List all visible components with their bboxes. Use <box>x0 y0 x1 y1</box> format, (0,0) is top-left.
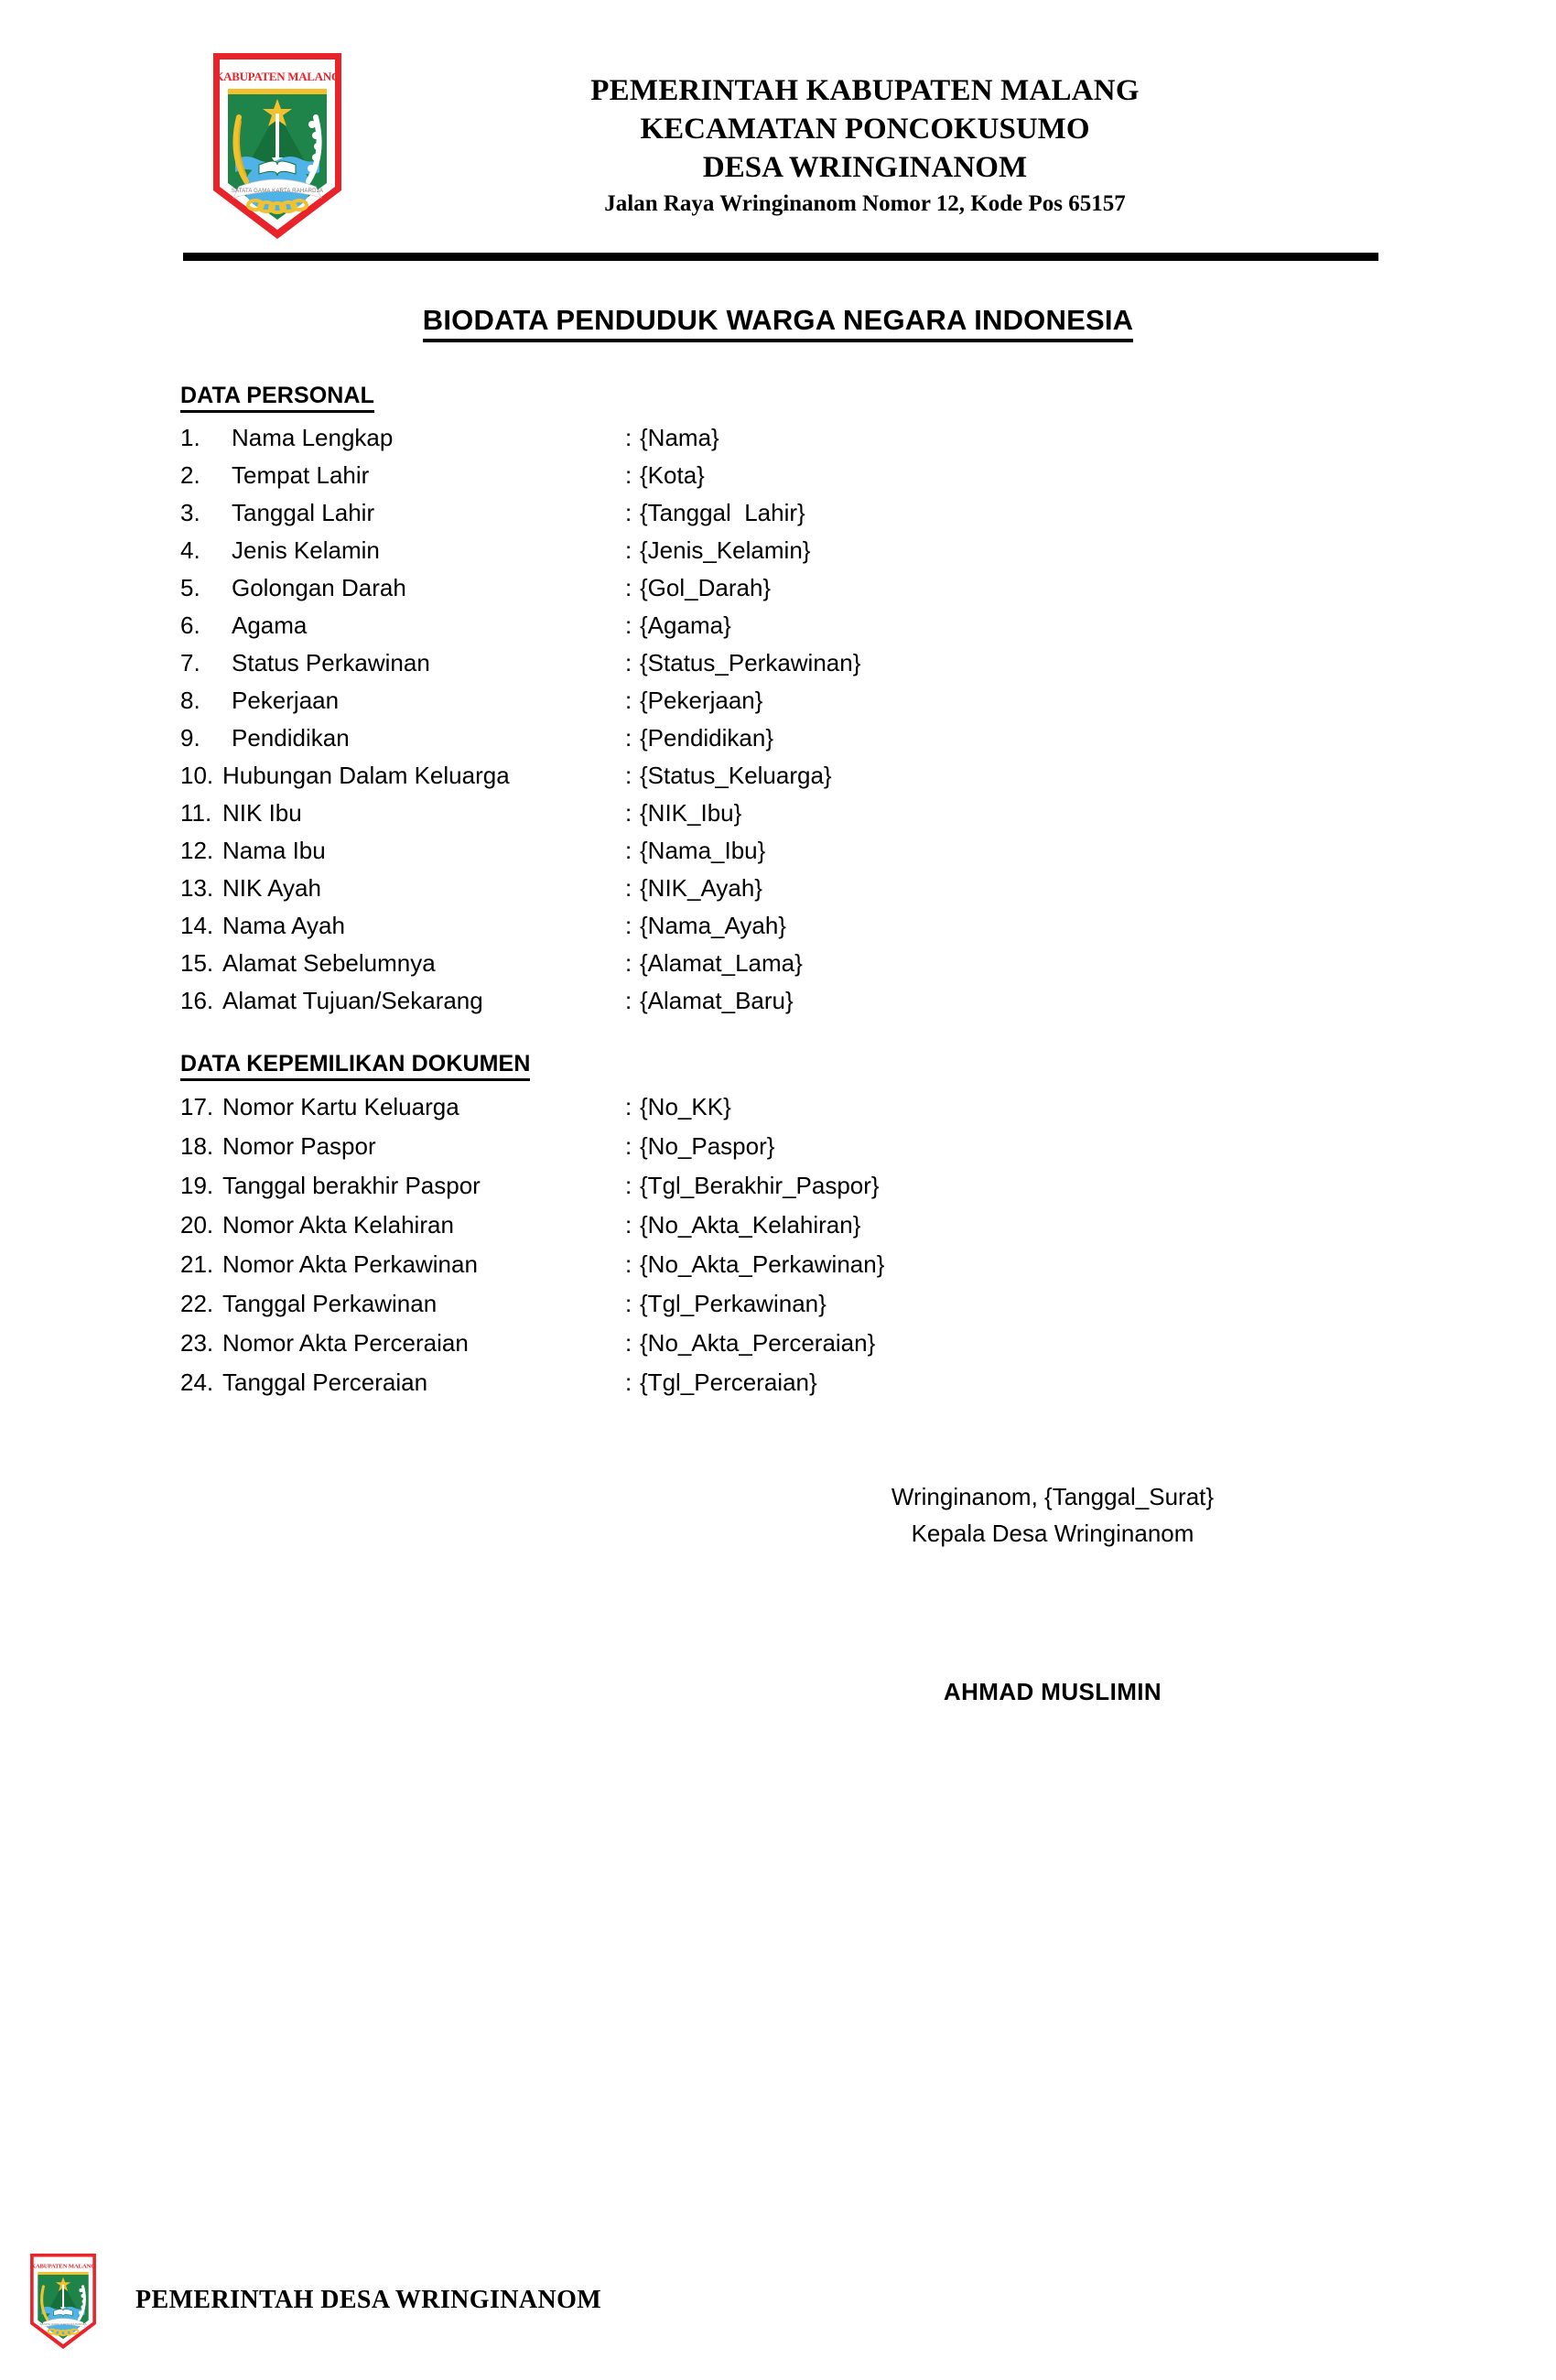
field-row <box>180 1245 1279 1284</box>
section-heading-personal-text: DATA PERSONAL <box>180 383 374 413</box>
field-row <box>180 419 1279 457</box>
field-value: {Gol_Darah} <box>640 574 772 601</box>
field-separator: : <box>625 987 632 1014</box>
field-separator: : <box>625 1093 632 1120</box>
field-separator: : <box>625 649 632 676</box>
field-number: 7. <box>180 649 200 676</box>
field-value: {Status_Perkawinan} <box>640 649 861 676</box>
section-heading-dokumen <box>180 1051 530 1077</box>
field-row <box>180 907 1279 945</box>
field-separator: : <box>625 1329 632 1357</box>
field-label: Tanggal Perceraian <box>222 1368 428 1396</box>
page-footer <box>0 2234 1556 2380</box>
field-separator: : <box>625 424 632 451</box>
field-label: Tanggal Lahir <box>232 499 375 526</box>
field-label: Nomor Kartu Keluarga <box>222 1093 459 1120</box>
field-value: {No_Akta_Perceraian} <box>640 1329 876 1357</box>
field-value: {Pendidikan} <box>640 724 774 752</box>
kabupaten-malang-crest-icon <box>208 48 347 244</box>
field-number: 23. <box>180 1329 214 1357</box>
field-label: Pendidikan <box>232 724 350 752</box>
field-value: {Kota} <box>640 461 705 489</box>
field-row <box>180 457 1279 494</box>
field-separator: : <box>625 611 632 639</box>
svg-text:SATATA GAMA KARTA RAHARDJA: SATATA GAMA KARTA RAHARDJA <box>39 2321 87 2326</box>
signature-position: Kepala Desa Wringinanom <box>911 1520 1194 1547</box>
field-label: Pekerjaan <box>232 687 340 714</box>
field-row <box>180 1324 1279 1363</box>
field-number: 19. <box>180 1172 214 1199</box>
field-value: {No_Akta_Kelahiran} <box>640 1211 861 1239</box>
field-number: 20. <box>180 1211 214 1239</box>
letterhead-divider <box>183 253 1378 261</box>
field-separator: : <box>625 762 632 789</box>
field-label: NIK Ibu <box>222 799 302 827</box>
signature-name: AHMAD MUSLIMIN <box>943 1678 1162 1705</box>
field-value: {Nama_Ibu} <box>640 837 766 864</box>
field-label: Nama Lengkap <box>232 424 394 451</box>
field-number: 10. <box>180 762 214 789</box>
field-row <box>180 1284 1279 1324</box>
field-label: Alamat Sebelumnya <box>222 949 436 977</box>
page-title <box>0 304 1556 337</box>
field-number: 15. <box>180 949 214 977</box>
field-number: 22. <box>180 1290 214 1317</box>
field-value: {Tgl_Perceraian} <box>640 1368 817 1396</box>
field-value: {Tgl_Berakhir_Paspor} <box>640 1172 880 1199</box>
field-number: 17. <box>180 1093 214 1120</box>
field-separator: : <box>625 1132 632 1160</box>
field-label: Tanggal berakhir Paspor <box>222 1172 481 1199</box>
field-number: 2. <box>180 461 200 489</box>
field-number: 12. <box>180 837 214 864</box>
field-value: {No_Paspor} <box>640 1132 775 1160</box>
field-number: 3. <box>180 499 200 526</box>
footer-text: PEMERINTAH DESA WRINGINANOM <box>135 2286 602 2314</box>
field-value: {Tgl_Perkawinan} <box>640 1290 827 1317</box>
field-separator: : <box>625 724 632 752</box>
field-label: Alamat Tujuan/Sekarang <box>222 987 483 1014</box>
field-row <box>180 719 1279 757</box>
field-row <box>180 1127 1279 1166</box>
field-separator: : <box>625 536 632 564</box>
svg-text:SATATA GAMA KARTA RAHARDJA: SATATA GAMA KARTA RAHARDJA <box>231 189 324 194</box>
field-row <box>180 494 1279 532</box>
field-label: Tanggal Perkawinan <box>222 1290 438 1317</box>
field-label: NIK Ayah <box>222 874 321 902</box>
field-row <box>180 644 1279 682</box>
field-number: 13. <box>180 874 214 902</box>
field-row <box>180 1166 1279 1206</box>
field-number: 9. <box>180 724 200 752</box>
field-value: {NIK_Ayah} <box>640 874 762 902</box>
field-value: {No_KK} <box>640 1093 731 1120</box>
field-number: 5. <box>180 574 200 601</box>
field-value: {Nama_Ayah} <box>640 912 786 939</box>
field-separator: : <box>625 1368 632 1396</box>
field-value: {Alamat_Baru} <box>640 987 794 1014</box>
letterhead-line-1: PEMERINTAH KABUPATEN MALANG <box>590 74 1140 107</box>
field-label: Nama Ayah <box>222 912 345 939</box>
field-separator: : <box>625 461 632 489</box>
field-separator: : <box>625 837 632 864</box>
field-separator: : <box>625 1211 632 1239</box>
field-separator: : <box>625 1290 632 1317</box>
field-separator: : <box>625 799 632 827</box>
field-number: 21. <box>180 1250 214 1278</box>
field-list-dokumen <box>180 1087 1279 1402</box>
letterhead-line-2: KECAMATAN PONCOKUSUMO <box>640 113 1090 146</box>
section-heading-dokumen-text: DATA KEPEMILIKAN DOKUMEN <box>180 1051 530 1081</box>
field-row <box>180 832 1279 870</box>
field-row <box>180 1087 1279 1127</box>
field-row <box>180 870 1279 907</box>
field-label: Golongan Darah <box>232 574 406 601</box>
field-value: {NIK_Ibu} <box>640 799 742 827</box>
letterhead <box>0 0 1556 247</box>
signature-block <box>805 1478 1300 1552</box>
field-row <box>180 945 1279 982</box>
field-value: {Status_Keluarga} <box>640 762 832 789</box>
field-label: Nomor Akta Perceraian <box>222 1329 469 1357</box>
field-number: 1. <box>180 424 200 451</box>
page-title-text: BIODATA PENDUDUK WARGA NEGARA INDONESIA <box>423 304 1134 342</box>
field-separator: : <box>625 874 632 902</box>
field-value: {Jenis_Kelamin} <box>640 536 811 564</box>
field-row <box>180 569 1279 607</box>
field-row <box>180 1206 1279 1245</box>
field-number: 11. <box>180 799 212 827</box>
field-row <box>180 757 1279 795</box>
section-heading-personal <box>180 383 374 409</box>
field-row <box>180 682 1279 719</box>
field-number: 24. <box>180 1368 214 1396</box>
letterhead-line-3: DESA WRINGINANOM <box>702 151 1028 184</box>
field-label: Nama Ibu <box>222 837 326 864</box>
svg-text:KABUPATEN MALANG: KABUPATEN MALANG <box>214 70 340 83</box>
field-separator: : <box>625 574 632 601</box>
field-number: 16. <box>180 987 214 1014</box>
field-separator: : <box>625 687 632 714</box>
field-number: 6. <box>180 611 200 639</box>
field-separator: : <box>625 1172 632 1199</box>
field-row <box>180 982 1279 1020</box>
field-label: Nomor Paspor <box>222 1132 376 1160</box>
field-label: Hubungan Dalam Keluarga <box>222 762 510 789</box>
field-number: 14. <box>180 912 214 939</box>
field-row <box>180 1363 1279 1402</box>
field-number: 18. <box>180 1132 214 1160</box>
field-label: Jenis Kelamin <box>232 536 380 564</box>
kabupaten-malang-crest-icon <box>27 2250 99 2353</box>
field-row <box>180 607 1279 644</box>
field-separator: : <box>625 499 632 526</box>
field-label: Nomor Akta Kelahiran <box>222 1211 454 1239</box>
field-row <box>180 532 1279 569</box>
field-value: {Pekerjaan} <box>640 687 763 714</box>
letterhead-address: Jalan Raya Wringinanom Nomor 12, Kode Pos 65157 <box>604 191 1126 216</box>
signature-place-date: Wringinanom, {Tanggal_Surat} <box>891 1483 1215 1510</box>
field-row <box>180 795 1279 832</box>
field-value: {Alamat_Lama} <box>640 949 803 977</box>
letterhead-text <box>366 71 1364 222</box>
field-number: 4. <box>180 536 200 564</box>
field-label: Nomor Akta Perkawinan <box>222 1250 478 1278</box>
field-separator: : <box>625 912 632 939</box>
field-label: Tempat Lahir <box>232 461 370 489</box>
field-separator: : <box>625 1250 632 1278</box>
field-value: {No_Akta_Perkawinan} <box>640 1250 885 1278</box>
field-value: {Nama} <box>640 424 719 451</box>
field-label: Status Perkawinan <box>232 649 430 676</box>
field-value: {Tanggal Lahir} <box>640 499 805 526</box>
field-list-personal <box>180 419 1279 1020</box>
svg-text:KABUPATEN MALANG: KABUPATEN MALANG <box>30 2263 96 2270</box>
field-separator: : <box>625 949 632 977</box>
field-value: {Agama} <box>640 611 731 639</box>
field-label: Agama <box>232 611 308 639</box>
field-number: 8. <box>180 687 200 714</box>
